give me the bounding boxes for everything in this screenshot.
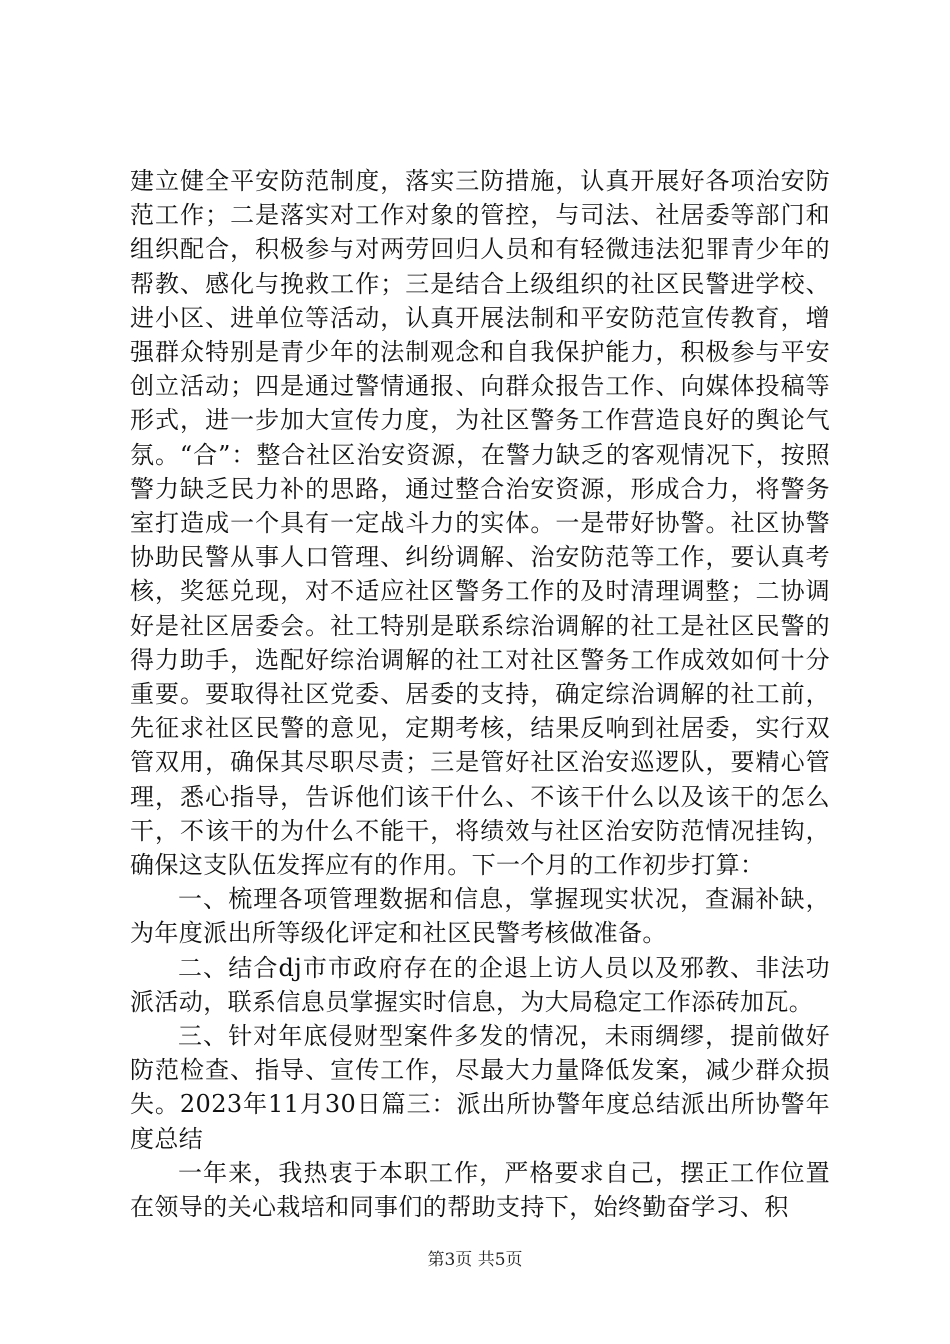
paragraph-5: 一年来，我热衷于本职工作，严格要求自己，摆正工作位置在领导的关心栽培和同事们的帮助支持下，始终勤奋学习、积 [130, 1158, 830, 1222]
paragraph-2: 一、梳理各项管理数据和信息，掌握现实状况，查漏补缺，为年度派出所等级化评定和社区民警考核做准备。 [130, 885, 830, 948]
paragraph-3: 二、结合dj市市政府存在的企退上访人员以及邪教、非法功派活动，联系信息员掌握实时信息，为大局稳定工作添砖加瓦。 [130, 953, 830, 1016]
page-number-footer: 第3页 共5页 [427, 1250, 523, 1270]
paragraph-4: 三、针对年底侵财型案件多发的情况，未雨绸缪，提前做好防范检查、指导、宣传工作，尽最大力量降低发案，减少群众损失。2023年11月30日篇三：派出所协警年度总结派出所协警年度总结 [130, 1022, 830, 1153]
page-body [130, 164, 830, 1224]
paragraph-1: 建立健全平安防范制度，落实三防措施，认真开展好各项治安防范工作；二是落实对工作对象的管控，与司法、社居委等部门和组织配合，积极参与对两劳回归人员和有轻微违法犯罪青少年的帮教、感化与挽救工作；三是结合上级组织的社区民警进学校、进小区、进单位等活动，认真开展法制和平安防范宣传教育，增强群众特别是青少年的法制观念和自我保护能力，积极参与平安创立活动；四是通过警情通报、向群众报告工作、向媒体投稿等形式，进一步加大宣传力度，为社区警务工作营造良好的舆论气氛。“合”：整合社区治安资源，在警力缺乏的客观情况下，按照警力缺乏民力补的思路，通过整合治安资源，形成合力，将警务室打造成一个具有一定战斗力的实体。一是带好协警。社区协警协助民警从事人口管理、纠纷调解、治安防范等工作，要认真考核，奖惩兑现，对不适应社区警务工作的及时清理调整；二协调好是社区居委会。社工特别是联系综治调解的社工是社区民警的得力助手，选配好综治调解的社工对社区警务工作成效如何十分重要。要取得社区党委、居委的支持，确定综治调解的社工前，先征求社区民警的意见，定期考核，结果反响到社居委，实行双管双用，确保其尽职尽责；三是管好社区治安巡逻队，要精心管理，悉心指导，告诉他们该干什么、不该干什么以及该干的怎么干，不该干的为什么不能干，将绩效与社区治安防范情况挂钩，确保这支队伍发挥应有的作用。下一个月的工作初步打算： [130, 167, 830, 880]
